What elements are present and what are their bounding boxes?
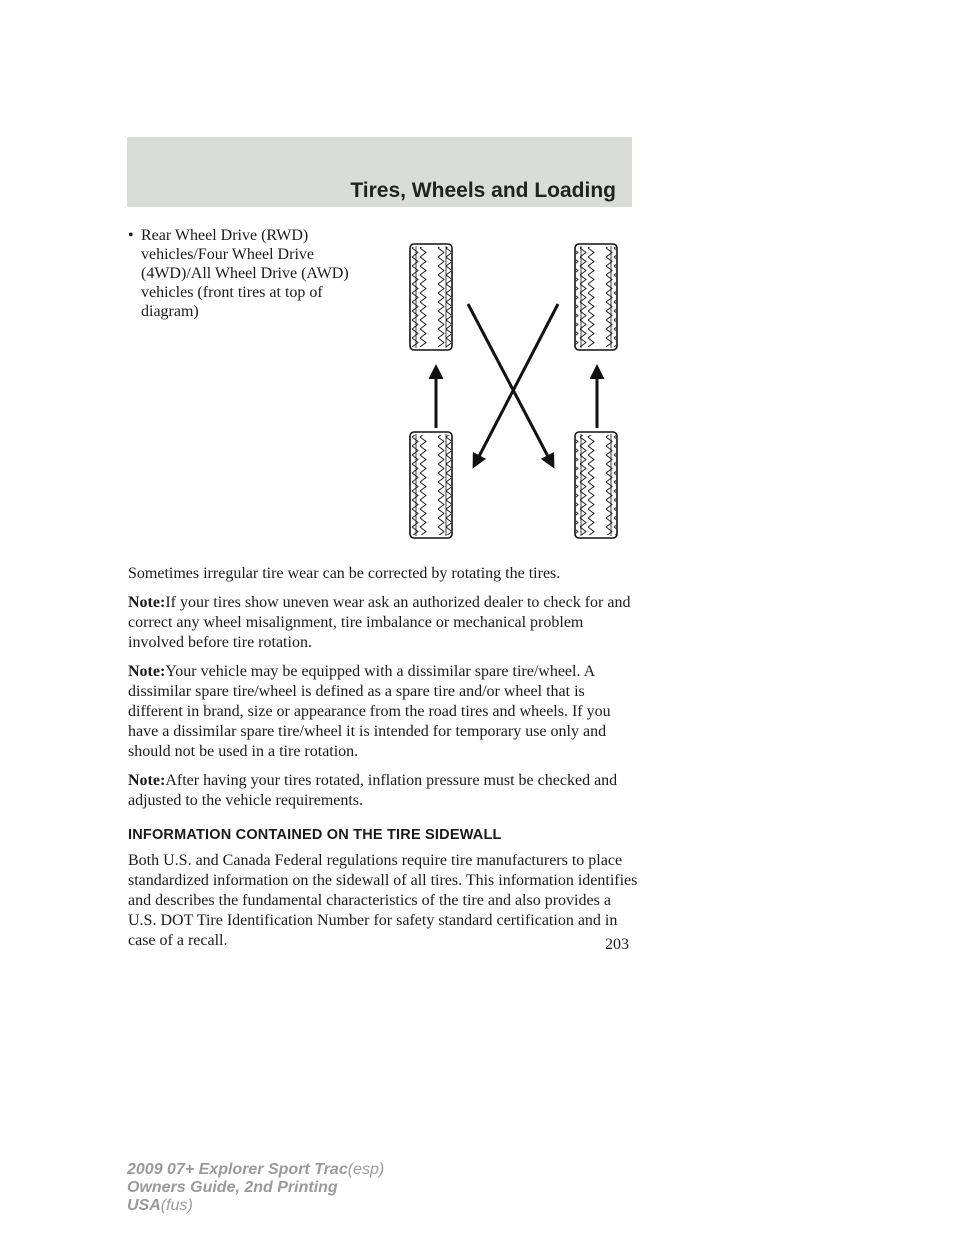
tire-rotation-diagram	[390, 230, 630, 550]
note-text: After having your tires rotated, inflation pressure must be checked and adjusted to the vehicle requirements.	[128, 772, 618, 809]
section-heading: INFORMATION CONTAINED ON THE TIRE SIDEWALL	[128, 827, 502, 843]
header-band	[127, 137, 632, 207]
tire-front-right	[575, 244, 617, 350]
page-number: 203	[605, 936, 629, 953]
note-label: Note:	[128, 663, 166, 680]
footer-line-1	[127, 1161, 384, 1179]
note-label: Note:	[128, 772, 166, 789]
body-text	[128, 564, 638, 960]
note-text: If your tires show uneven wear ask an authorized dealer to check for and correct any wheel misalignment, tire imbalance or mechanical problem involved before tire rotation.	[128, 594, 631, 651]
tire-rear-right	[575, 432, 617, 538]
section-paragraph: Both U.S. and Canada Federal regulations require tire manufacturers to place standardized information on the sidewall of all tires. This information identifies and describes the fundamental characteristics of the tire and also provides a U.S. DOT Tire Identification Number for safety standard certification and in case of a recall.	[128, 852, 638, 949]
footer-line-3	[127, 1197, 384, 1215]
tire-front-left	[410, 244, 452, 350]
note-text: Your vehicle may be equipped with a dissimilar spare tire/wheel. A dissimilar spare tire/wheel is defined as a spare tire and/or wheel that is different in brand, size or appearance from the road tires and wheels. If you have a dissimilar spare tire/wheel it is intended for temporary use only and should not be used in a tire rotation.	[128, 663, 611, 760]
footer-market-tag: (fus)	[160, 1197, 193, 1214]
bullet-text: Rear Wheel Drive (RWD) vehicles/Four Wheel Drive (4WD)/All Wheel Drive (AWD) vehicles (front tires at top of diagram)	[141, 227, 349, 320]
footer-line-2: Owners Guide, 2nd Printing	[127, 1179, 338, 1196]
footer-model-tag: (esp)	[347, 1161, 385, 1178]
intro-paragraph: Sometimes irregular tire wear can be corrected by rotating the tires.	[128, 565, 561, 582]
footer	[127, 1161, 384, 1215]
bullet-symbol: •	[128, 227, 134, 244]
bullet-item	[128, 226, 378, 321]
tire-rear-left	[410, 432, 452, 538]
footer-model: 2009 07+ Explorer Sport Trac	[127, 1161, 348, 1178]
note-paragraph-1	[128, 593, 638, 653]
arrow-front-right-to-rear-left	[474, 304, 558, 466]
note-label: Note:	[128, 594, 166, 611]
footer-market: USA	[127, 1197, 161, 1214]
note-paragraph-3	[128, 771, 638, 811]
section-title: Tires, Wheels and Loading	[350, 179, 616, 202]
note-paragraph-2	[128, 662, 638, 762]
arrow-front-left-to-rear-right	[468, 304, 553, 466]
